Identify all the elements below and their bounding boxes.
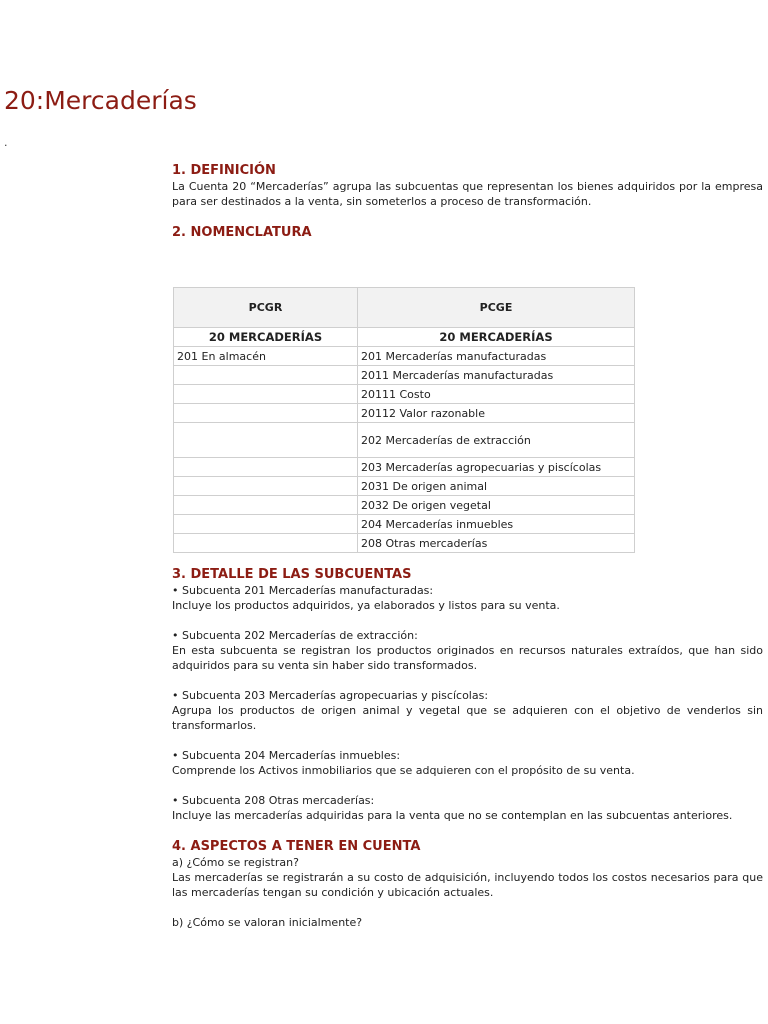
table-cell: 2011 Mercaderías manufacturadas (358, 366, 634, 385)
question-b: b) ¿Cómo se valoran inicialmente? (172, 916, 363, 929)
table-row (174, 458, 634, 477)
subcuenta-head: • Subcuenta 202 Mercaderías de extracción: (172, 629, 418, 642)
table-cell (174, 458, 358, 477)
section-title-definicion: 1. DEFINICIÓN (172, 163, 276, 178)
table-header-row (174, 288, 634, 328)
question-a: a) ¿Cómo se registran? (172, 856, 299, 869)
subcuenta-body: Incluye los productos adquiridos, ya elaborados y listos para su venta. (172, 599, 560, 612)
subcuenta-head: • Subcuenta 203 Mercaderías agropecuarias y piscícolas: (172, 689, 489, 702)
table-cell (174, 496, 358, 515)
table-row (174, 423, 634, 458)
table-cell (174, 404, 358, 423)
table-cell: 203 Mercaderías agropecuarias y piscícolas (358, 458, 634, 477)
subcuenta-body: En esta subcuenta se registran los productos originados en recursos naturales extraídos, que han sido adquiridos para su venta sin haber sido transformados. (172, 644, 763, 672)
table-cell: 2031 De origen animal (358, 477, 634, 496)
subcuenta-body: Agrupa los productos de origen animal y vegetal que se adquieren con el objetivo de venderlos sin transformarlos. (172, 704, 763, 732)
table-row (174, 385, 634, 404)
section-title-nomenclatura: 2. NOMENCLATURA (172, 225, 312, 240)
table-cell: 2032 De origen vegetal (358, 496, 634, 515)
table-row (174, 366, 634, 385)
table-row (174, 347, 634, 366)
table-cell (174, 385, 358, 404)
subcuenta-body: Comprende los Activos inmobiliarios que se adquieren con el propósito de su venta. (172, 764, 635, 777)
nomenclatura-table (173, 287, 635, 553)
content-lower (172, 566, 763, 930)
answer-a: Las mercaderías se registrarán a su costo de adquisición, incluyendo todos los costos necesarios para que las mercaderías tengan su condición y ubicación actuales. (172, 871, 763, 899)
table-cell: 20112 Valor razonable (358, 404, 634, 423)
table-cell: 201 En almacén (174, 347, 358, 366)
table-cell: 201 Mercaderías manufacturadas (358, 347, 634, 366)
table-header-pcge: PCGE (358, 288, 634, 328)
table-row (174, 534, 634, 552)
table-row (174, 477, 634, 496)
definicion-text: La Cuenta 20 “Mercaderías” agrupa las subcuentas que representan los bienes adquiridos por la empresa para ser destinados a la venta, sin someterlos a proceso de transformación. (172, 180, 763, 208)
table-header-pcgr: PCGR (174, 288, 358, 328)
table-row (174, 404, 634, 423)
table-subheader-row (174, 328, 634, 347)
table-cell: 202 Mercaderías de extracción (358, 423, 634, 458)
table-subheader-pcgr: 20 MERCADERÍAS (174, 328, 358, 347)
table-cell: 208 Otras mercaderías (361, 536, 488, 550)
subcuenta-head: • Subcuenta 201 Mercaderías manufacturadas: (172, 584, 434, 597)
table-cell: 20111 Costo (358, 385, 634, 404)
table-cell: 204 Mercaderías inmuebles (358, 515, 634, 534)
dot-marker: . (4, 136, 8, 149)
table-cell (174, 534, 358, 552)
table-row (174, 515, 634, 534)
subcuenta-body: Incluye las mercaderías adquiridas para la venta que no se contemplan en las subcuentas anteriores. (172, 809, 733, 822)
table-cell (174, 423, 358, 458)
section-title-aspectos: 4. ASPECTOS A TENER EN CUENTA (172, 839, 421, 854)
table-cell (174, 515, 358, 534)
page-title: 20:Mercaderías (4, 86, 197, 115)
table-cell (174, 477, 358, 496)
subcuenta-head: • Subcuenta 208 Otras mercaderías: (172, 794, 375, 807)
subcuenta-head: • Subcuenta 204 Mercaderías inmuebles: (172, 749, 401, 762)
section-title-detalle: 3. DETALLE DE LAS SUBCUENTAS (172, 567, 412, 582)
table-subheader-pcge: 20 MERCADERÍAS (358, 328, 634, 347)
table-cell (174, 366, 358, 385)
table-row (174, 496, 634, 515)
content (172, 162, 763, 241)
